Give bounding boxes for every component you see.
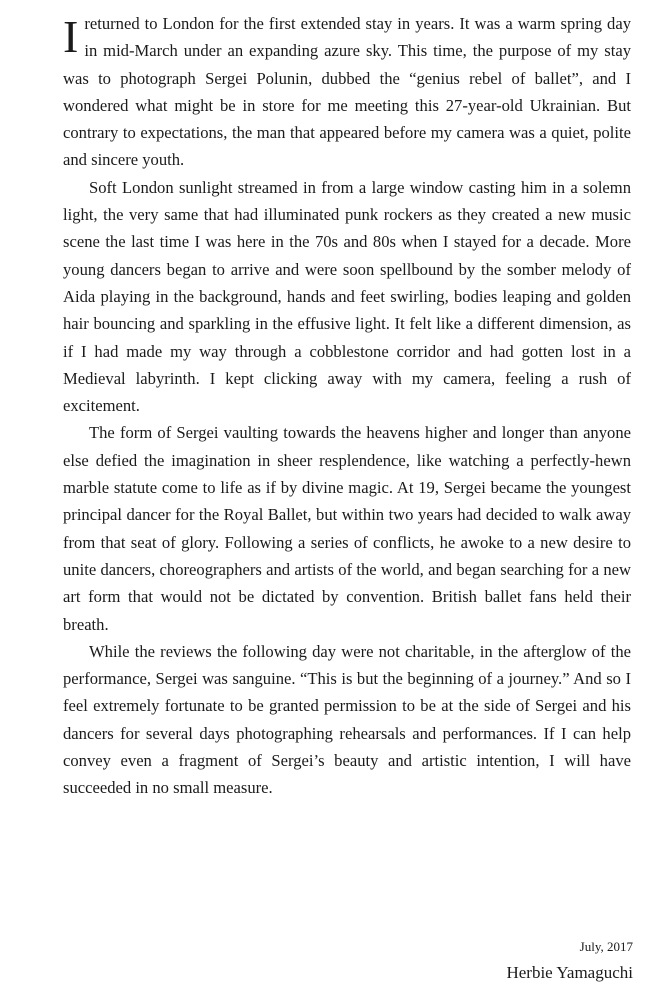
article-body [63, 10, 631, 802]
signature-author: Herbie Yamaguchi [506, 963, 633, 982]
paragraph-1-text: returned to London for the first extended stay in years. It was a warm spring day in mid-March under an expanding azure sky. This time, the purpose of my stay was to photograph Sergei Polunin, dubbed the “genius rebel of ballet”, and I wondered what might be in store for me meeting this 27-year-old Ukrainian. But contrary to expectations, the man that appeared before my camera was a quiet, polite and sincere youth. [63, 14, 631, 170]
paragraph-4: While the reviews the following day were not charitable, in the afterglow of the performance, Sergei was sanguine. “This is but the beginning of a journey.” And so I feel extremely fortunate to be granted permission to be at the side of Sergei and his dancers for several days photographing rehearsals and performances. If I can help convey even a fragment of Sergei’s beauty and artistic intention, I will have succeeded in no small measure. [63, 641, 631, 798]
drop-cap: I [63, 11, 79, 62]
paragraph-1 [63, 10, 631, 174]
paragraph-2: Soft London sunlight streamed in from a large window casting him in a solemn light, the very same that had illuminated punk rockers as they created a new music scene the last time I was here in the 70s and 80s when I stayed for a decade. More young dancers began to arrive and were soon spellbound by the somber melody of Aida playing in the background, hands and feet swirling, bodies leaping and golden hair bouncing and sparkling in the effusive light. It felt like a different dimension, as if I had made my way through a cobblestone corridor and had gotten lost in a Medieval labyrinth. I kept clicking away with my camera, feeling a rush of excitement. [63, 177, 631, 416]
paragraph-3: The form of Sergei vaulting towards the heavens higher and longer than anyone else defied the imagination in sheer resplendence, like watching a perfectly-hewn marble statute come to life as if by divine magic. At 19, Sergei became the youngest principal dancer for the Royal Ballet, but within two years had decided to walk away from that seat of glory. Following a series of conflicts, he awoke to a new desire to unite dancers, choreographers and artists of the world, and began searching for a new art form that would not be dictated by convention. British ballet fans held their breath. [63, 423, 631, 634]
signature-date: July, 2017 [579, 939, 633, 954]
